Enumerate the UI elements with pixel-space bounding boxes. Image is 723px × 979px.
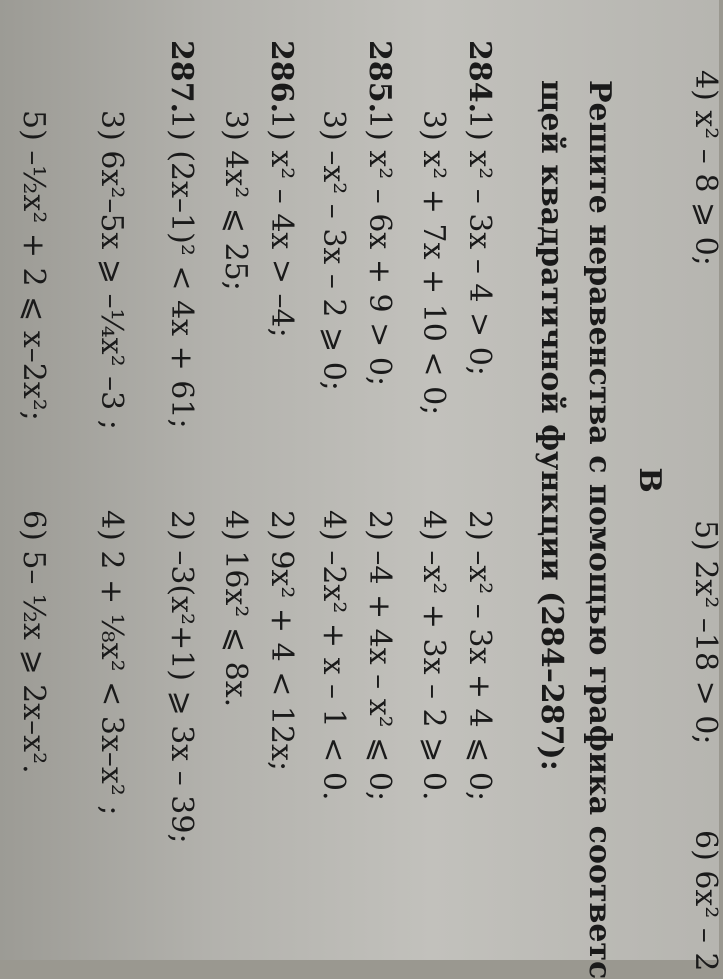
problem-number: 284. <box>462 40 497 114</box>
problem-item: 2) –x² – 3x + 4 ⩽ 0; <box>462 510 497 802</box>
problem-number: 285. <box>362 40 397 114</box>
problem-item: 4) –x² + 3x – 2 ⩾ 0. <box>416 510 451 801</box>
problem-item: 1) x² – 3x – 4 > 0; <box>462 110 497 376</box>
instruction-line-2: щей квадратичной функции (284–287): <box>534 80 569 771</box>
top-item-6: 6) 6x² – 2 <box>688 830 723 972</box>
problem-item: 3) 6x²–5x ⩾ –¼x² –3 ; <box>94 110 129 430</box>
problem-item: 4) 16x² ⩽ 8x. <box>218 510 253 708</box>
problem-item: 2) –4 + 4x – x² ⩽ 0; <box>362 510 397 802</box>
problem-item: 3) –x² – 3x – 2 ⩾ 0; <box>316 110 351 391</box>
problem-item: 4) 2 + ⅛x² < 3x–x² ; <box>94 510 129 816</box>
section-letter: B <box>632 467 667 493</box>
problem-item: 6) 5– ½x ⩾ 2x–x². <box>16 510 51 774</box>
problem-item: 3) 4x² ⩽ 25; <box>218 110 253 291</box>
top-item-4: 4) x² – 8 ⩾ 0; <box>688 70 723 266</box>
problem-item: 3) x² + 7x + 10 < 0; <box>416 110 451 416</box>
problem-item: 2) –3(x²+1) ⩾ 3x – 39; <box>164 510 199 844</box>
problem-item: 1) x² – 4x > –4; <box>264 110 299 338</box>
problem-item: 2) 9x² + 4 < 12x; <box>264 510 299 772</box>
problem-number: 286. <box>264 40 299 114</box>
instruction-line-1: Решите неравенства с помощью графика соответс <box>582 80 617 979</box>
problem-number: 287. <box>164 40 199 114</box>
problem-item: 1) x² – 6x + 9 > 0; <box>362 110 397 387</box>
problem-item: 4) –2x² + x – 1 < 0. <box>316 510 351 801</box>
top-item-5: 5) 2x² –18 > 0; <box>688 520 723 745</box>
problem-item: 1) (2x–1)² < 4x + 61; <box>164 110 199 429</box>
problem-item: 5) –½x² + 2 ⩽ x–2x²; <box>16 110 51 421</box>
